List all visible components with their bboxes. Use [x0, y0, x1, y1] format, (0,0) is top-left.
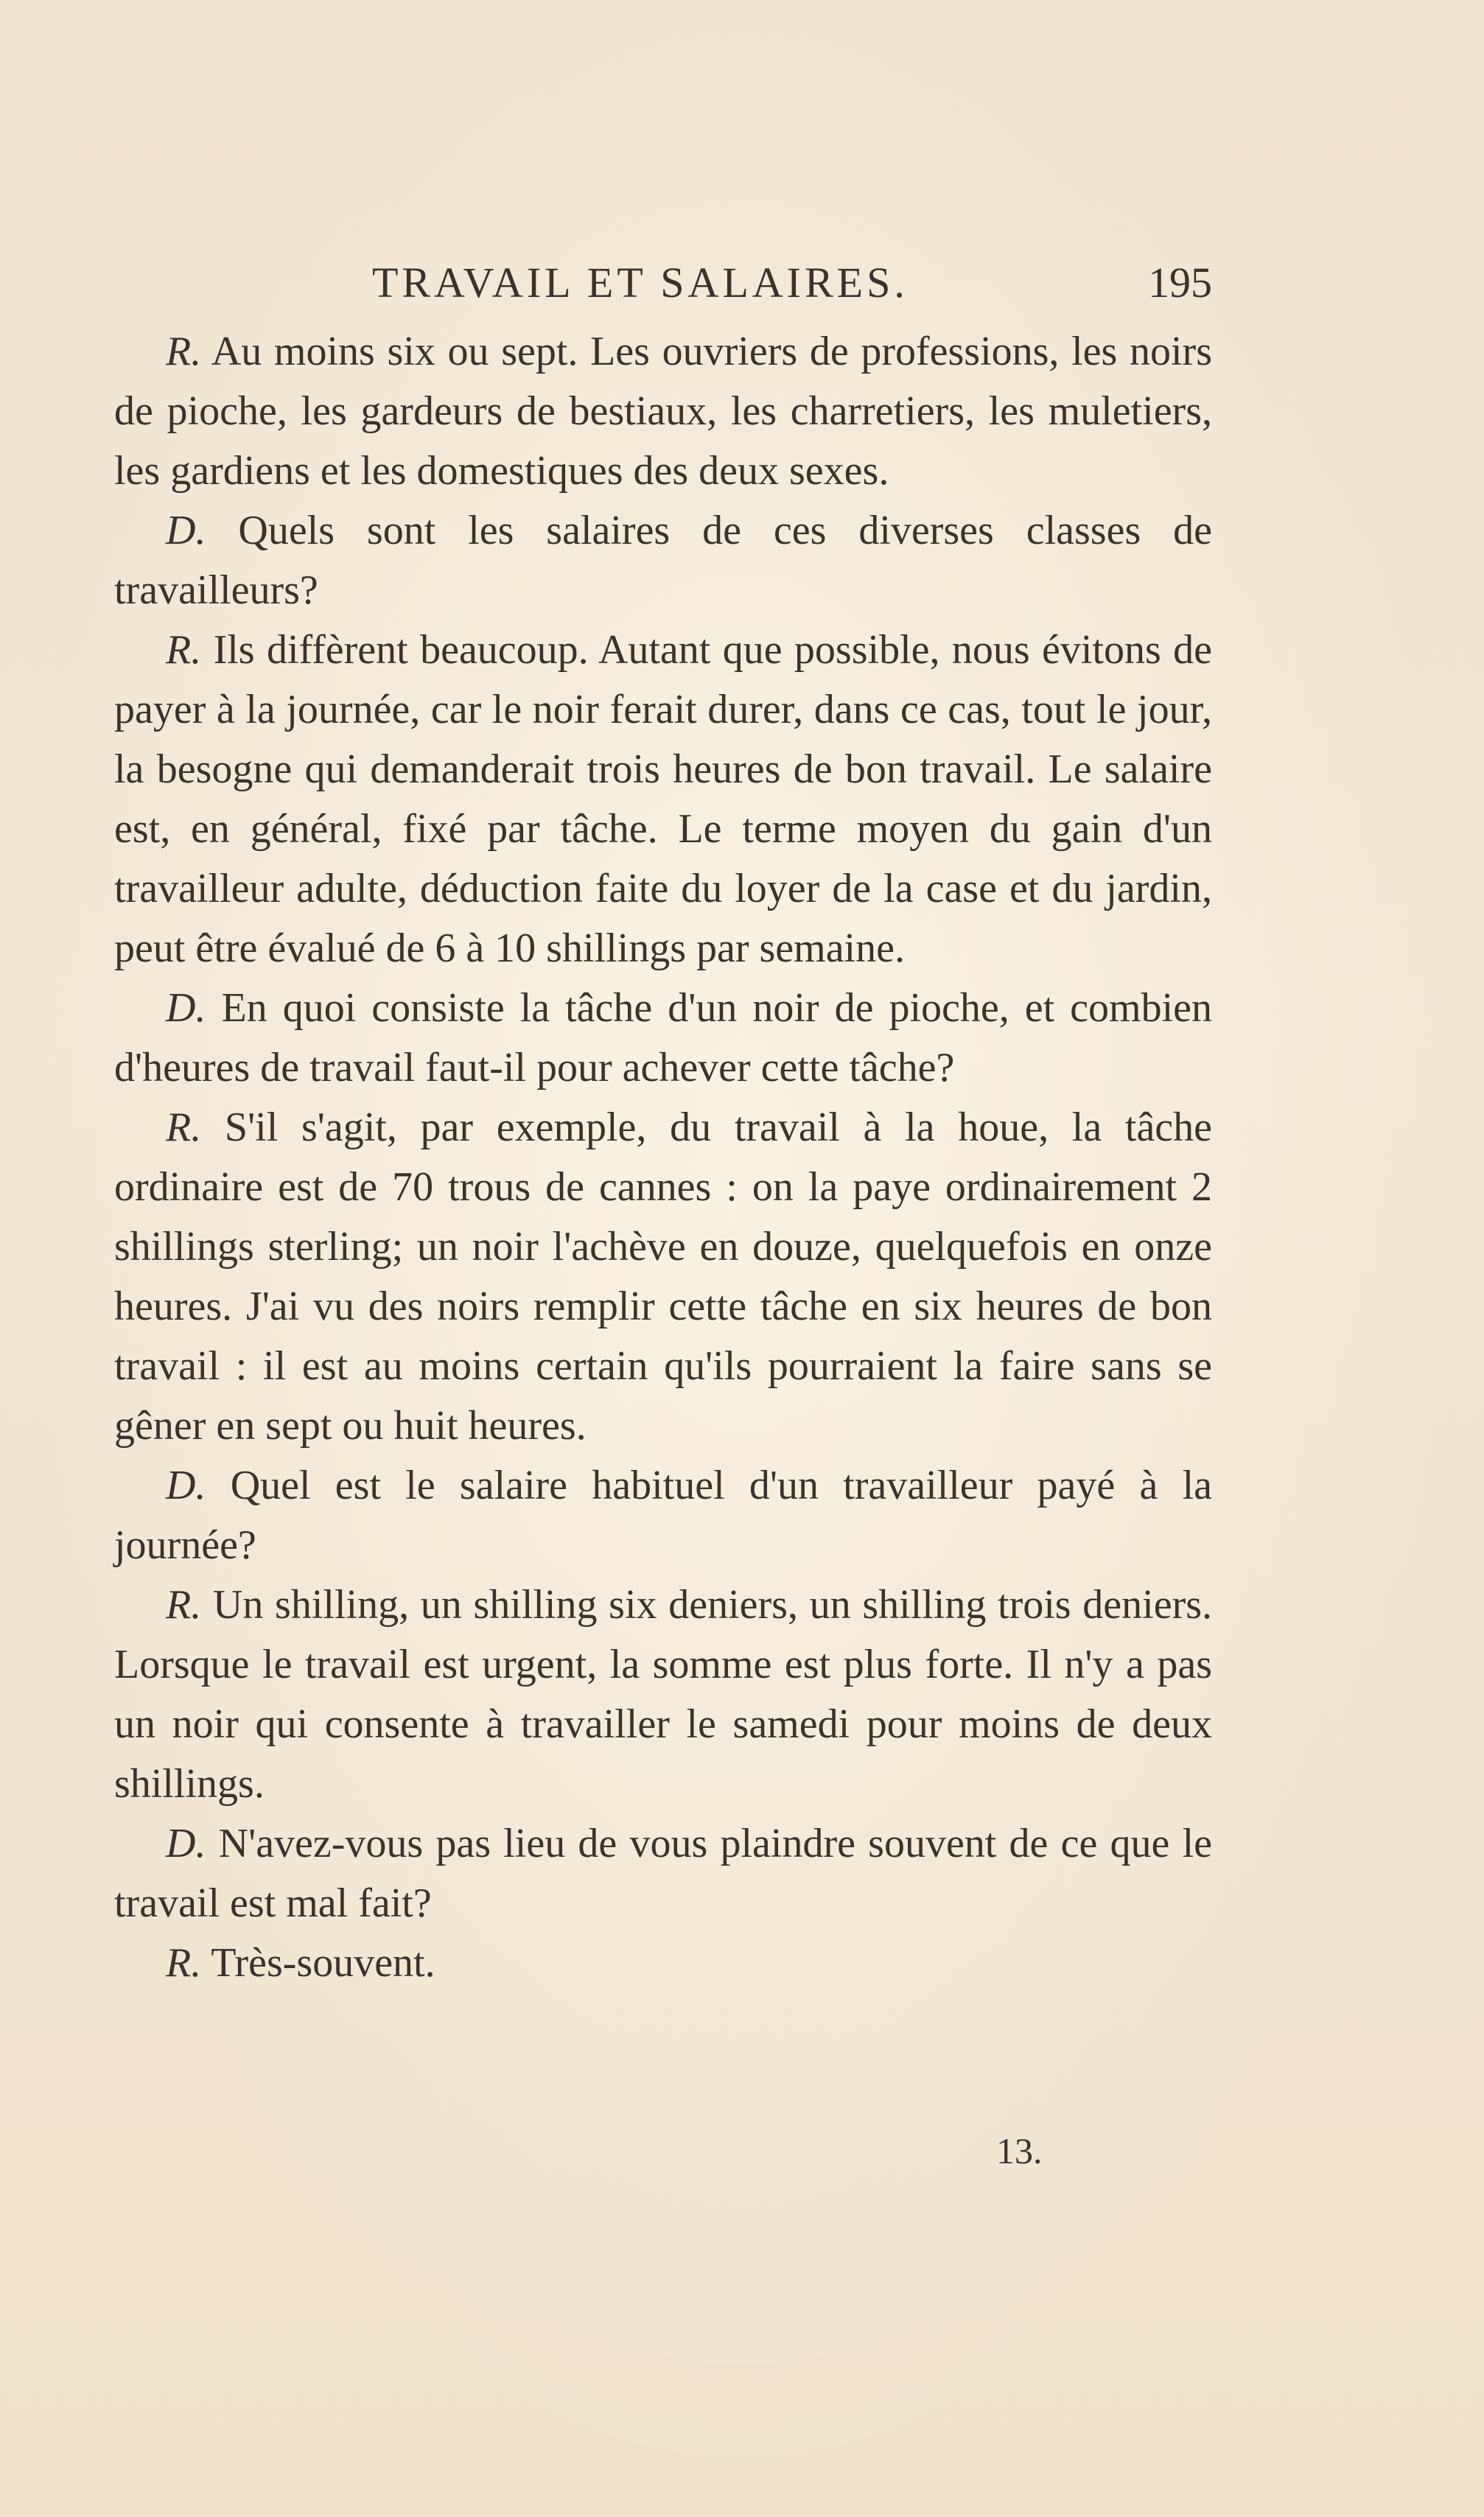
speaker-label: D. [166, 1463, 206, 1508]
paragraph-text: N'avez-vous pas lieu de vous plaindre souvent de ce que le travail est mal fait? [114, 1821, 1213, 1926]
running-title: TRAVAIL ET SALAIRES. [372, 259, 909, 307]
paragraph-text: S'il s'agit, par exemple, du travail à la houe, la tâche ordinaire est de 70 trous de cannes : on la paye ordinairement 2 shillings sterling; un noir l'achève en douze, quelquefois en onze heures. J'ai vu des noirs remplir cette tâche en six heures de bon travail : il est au moins certain qu'ils pourraient la faire sans se gêner en sept ou huit heures. [114, 1105, 1213, 1449]
paragraph-text: Quel est le salaire habituel d'un travailleur payé à la journée? [114, 1463, 1213, 1568]
paragraph-text: Un shilling, un shilling six deniers, un shilling trois deniers. Lorsque le travail est urgent, la somme est plus forte. Il n'y a pas un noir qui consente à travailler le samedi pour moins de deux shillings. [114, 1582, 1213, 1807]
speaker-label: R. [166, 1582, 202, 1628]
paragraph [114, 1456, 1212, 1575]
paragraph-text: Très-souvent. [211, 1940, 435, 1986]
page-number: 195 [1148, 259, 1212, 307]
paragraph [114, 322, 1212, 501]
page-header [114, 258, 1212, 317]
paragraph-text: Au moins six ou sept. Les ouvriers de professions, les noirs de pioche, les gardeurs de bestiaux, les charretiers, les muletiers, les gardiens et les domestiques des deux sexes. [114, 329, 1212, 494]
speaker-label: R. [166, 329, 202, 374]
speaker-label: D. [166, 508, 206, 553]
paragraph [114, 1814, 1212, 1933]
speaker-label: D. [166, 1821, 206, 1866]
signature-mark: 13. [996, 2130, 1043, 2171]
speaker-label: R. [166, 1940, 202, 1986]
speaker-label: D. [166, 985, 206, 1031]
paragraph [114, 1933, 1212, 1993]
paragraph-text: Ils diffèrent beaucoup. Autant que possible, nous évitons de payer à la journée, car le noir ferait durer, dans ce cas, tout le jour, la besogne qui demanderait trois heures de bon travail. Le salaire est, en général, fixé par tâche. Le terme moyen du gain d'un travailleur adulte, déduction faite du loyer de la case et du jardin, peut être évalué de 6 à 10 shillings par semaine. [114, 627, 1213, 971]
speaker-label: R. [166, 627, 202, 673]
paragraph-text: Quels sont les salaires de ces diverses classes de travailleurs? [114, 508, 1213, 613]
paragraph [114, 979, 1212, 1098]
paragraph [114, 620, 1212, 979]
paragraph-text: En quoi consiste la tâche d'un noir de pioche, et combien d'heures de travail faut-il pour achever cette tâche? [114, 985, 1212, 1091]
paragraph [114, 1098, 1212, 1456]
speaker-label: R. [166, 1105, 202, 1150]
paragraph [114, 1575, 1212, 1814]
body-text [114, 322, 1212, 1993]
paragraph [114, 501, 1212, 620]
